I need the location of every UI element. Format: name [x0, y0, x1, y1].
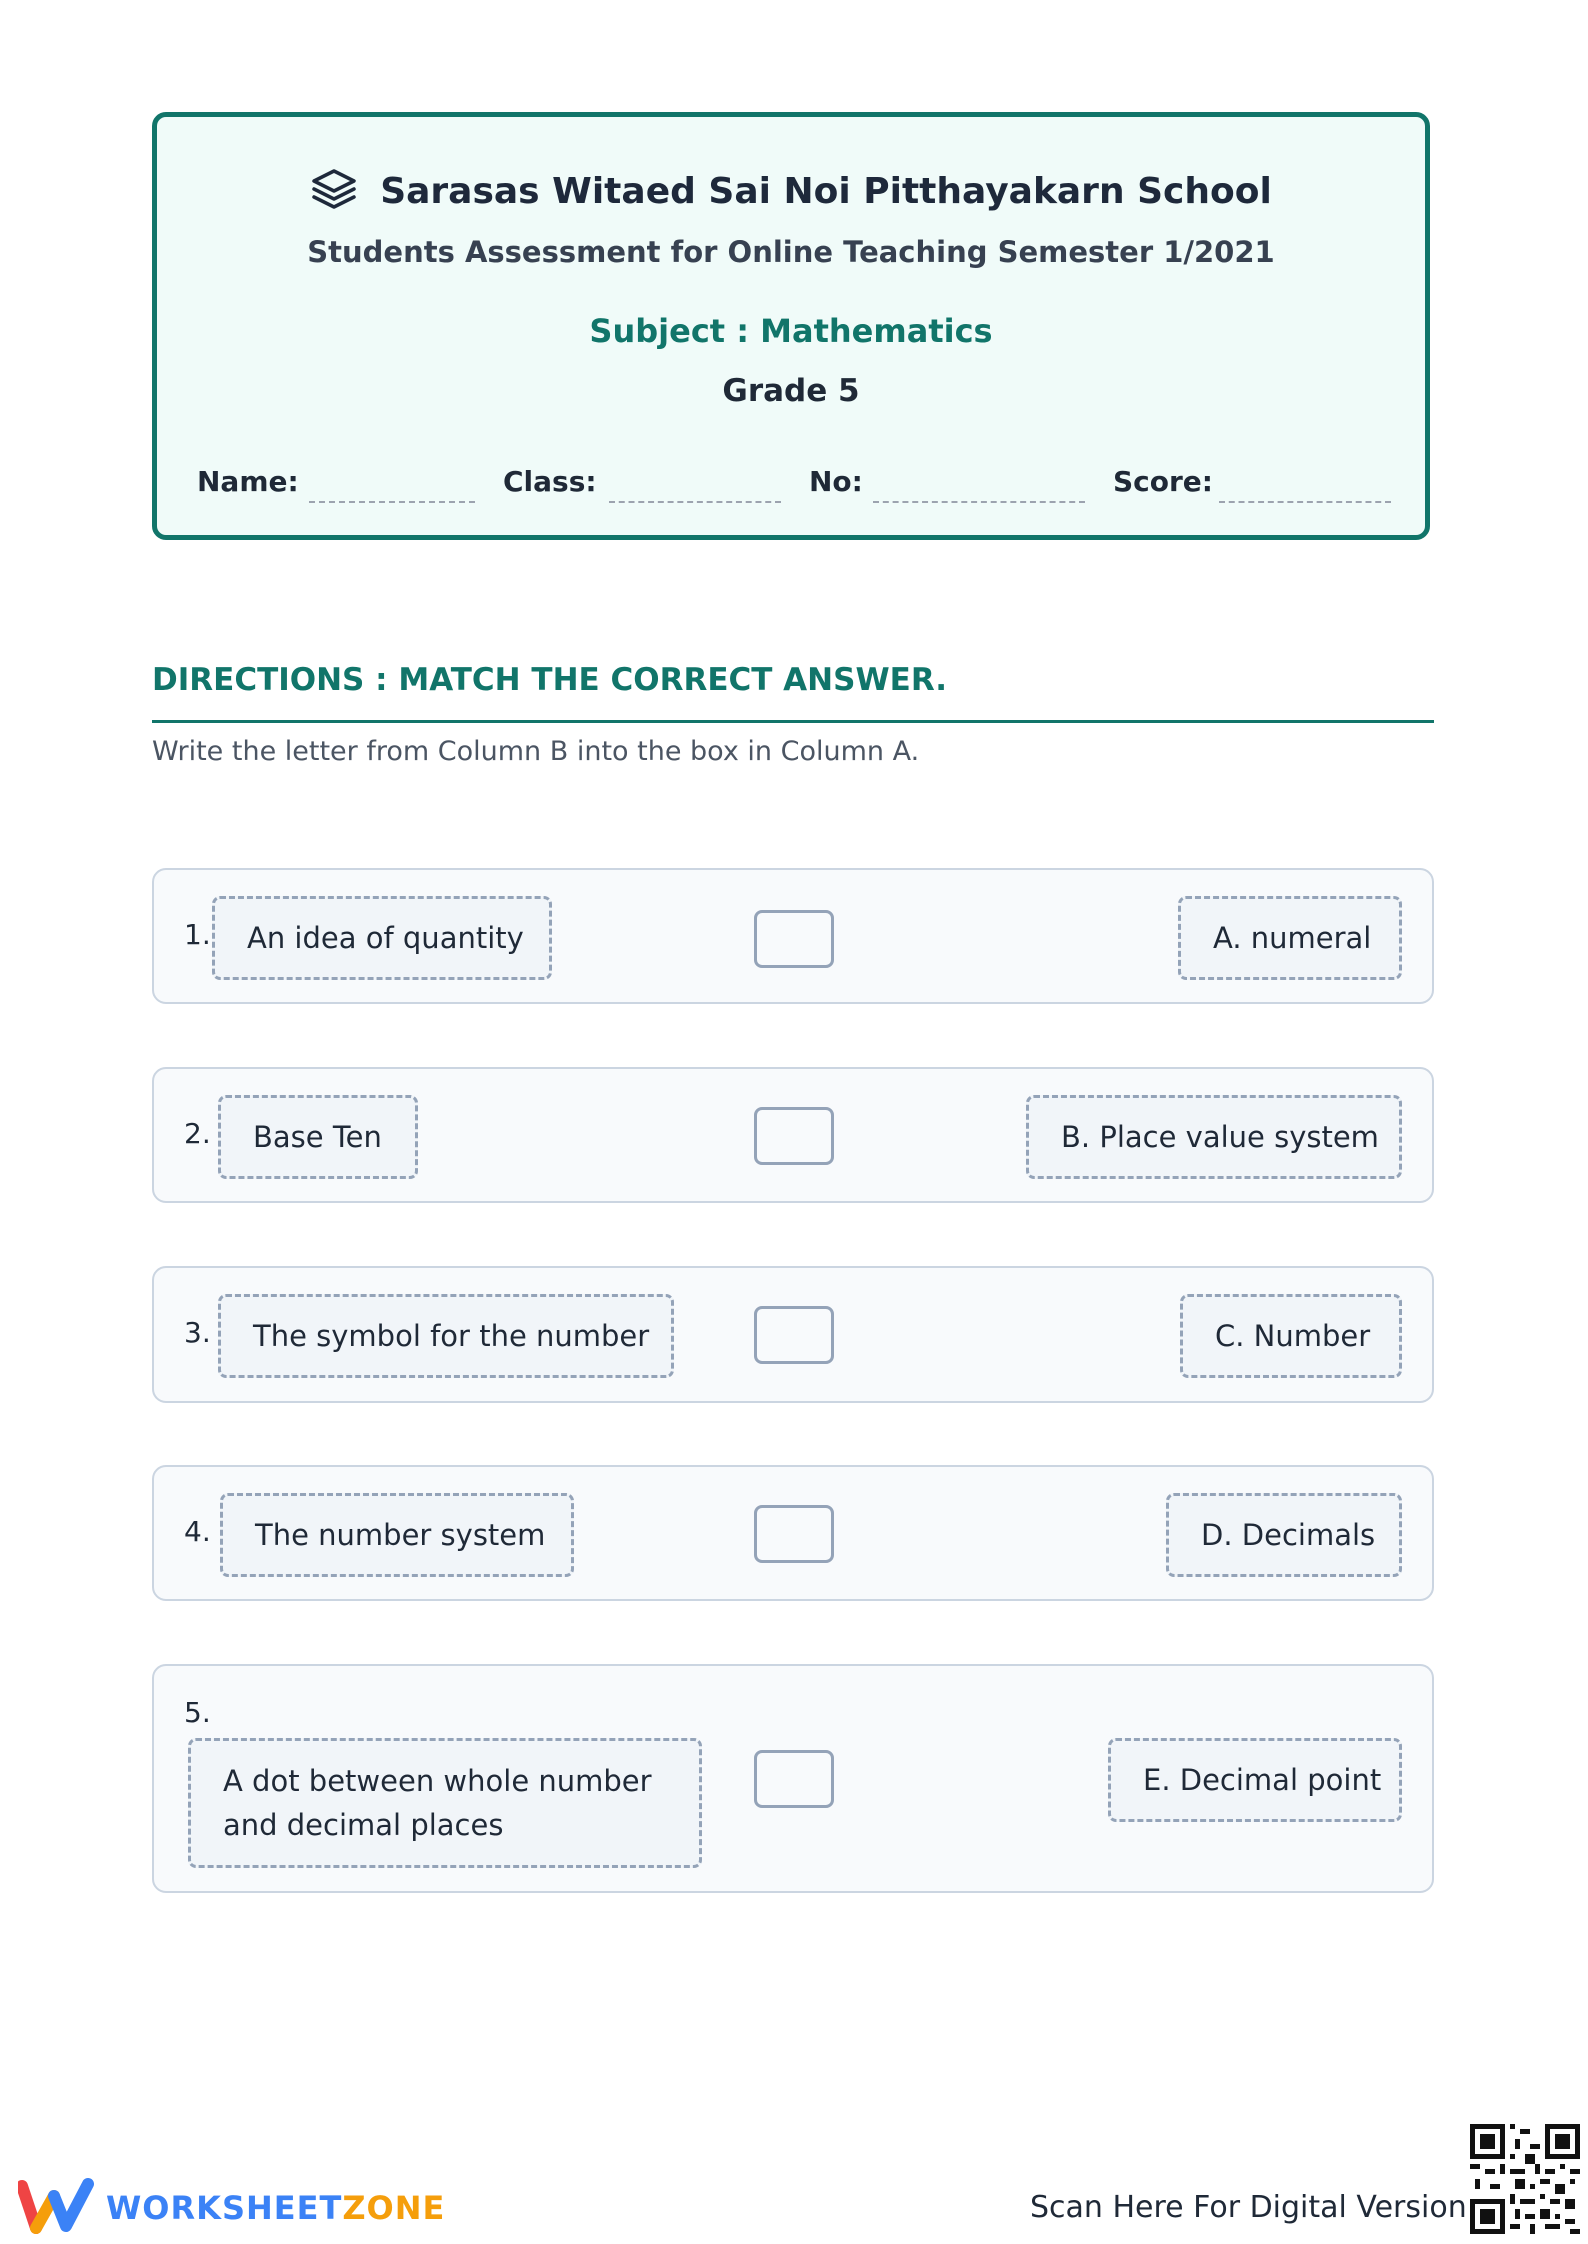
- column-a-item: The number system: [220, 1493, 574, 1577]
- scan-instructions: Scan Here For Digital Version: [1030, 2190, 1467, 2225]
- school-name: Sarasas Witaed Sai Noi Pitthayakarn School: [380, 170, 1272, 212]
- school-title-row: [157, 167, 1425, 215]
- answer-box[interactable]: [754, 910, 834, 968]
- name-field[interactable]: [309, 501, 475, 503]
- w-logo-icon: [18, 2178, 94, 2238]
- column-a-item: The symbol for the number: [218, 1294, 674, 1378]
- class-field[interactable]: [609, 501, 781, 503]
- question-card-3: [152, 1266, 1434, 1403]
- score-field[interactable]: [1219, 501, 1391, 503]
- column-b-item: D. Decimals: [1166, 1493, 1402, 1577]
- question-card-1: [152, 868, 1434, 1004]
- assessment-title: Students Assessment for Online Teaching Semester 1/2021: [307, 235, 1275, 269]
- column-a-item: An idea of quantity: [212, 896, 552, 980]
- question-number: 2.: [184, 1117, 211, 1150]
- no-field[interactable]: [873, 501, 1085, 503]
- column-b-item: E. Decimal point: [1108, 1738, 1402, 1822]
- question-card-5: [152, 1664, 1434, 1893]
- column-b-item: B. Place value system: [1026, 1095, 1402, 1179]
- question-card-4: [152, 1465, 1434, 1601]
- header-panel: [152, 112, 1430, 540]
- column-a-item: A dot between whole number and decimal places: [188, 1738, 702, 1868]
- worksheetzone-logo[interactable]: [18, 2178, 445, 2238]
- class-label: Class:: [503, 465, 597, 498]
- grade-label: Grade 5: [722, 373, 860, 409]
- qr-code-icon[interactable]: [1470, 2124, 1580, 2234]
- directions-divider: [152, 720, 1434, 723]
- score-label: Score:: [1113, 465, 1213, 498]
- column-a-item: Base Ten: [218, 1095, 418, 1179]
- directions-heading: DIRECTIONS : MATCH THE CORRECT ANSWER.: [152, 662, 948, 698]
- answer-box[interactable]: [754, 1505, 834, 1563]
- question-number: 3.: [184, 1316, 211, 1349]
- column-b-item: C. Number: [1180, 1294, 1402, 1378]
- column-b-item: A. numeral: [1178, 896, 1402, 980]
- layers-icon: [310, 167, 358, 215]
- question-number: 4.: [184, 1515, 211, 1548]
- answer-box[interactable]: [754, 1107, 834, 1165]
- question-number: 5.: [184, 1696, 211, 1729]
- name-label: Name:: [197, 465, 299, 498]
- answer-box[interactable]: [754, 1306, 834, 1364]
- no-label: No:: [809, 465, 863, 498]
- brand-name-part2: ZONE: [342, 2189, 446, 2227]
- question-number: 1.: [184, 918, 211, 951]
- subject-label: Subject : Mathematics: [589, 312, 993, 350]
- brand-name: [106, 2189, 445, 2227]
- directions-instructions: Write the letter from Column B into the box in Column A.: [152, 736, 920, 767]
- question-card-2: [152, 1067, 1434, 1203]
- answer-box[interactable]: [754, 1750, 834, 1808]
- brand-name-part1: WORKSHEET: [106, 2189, 343, 2227]
